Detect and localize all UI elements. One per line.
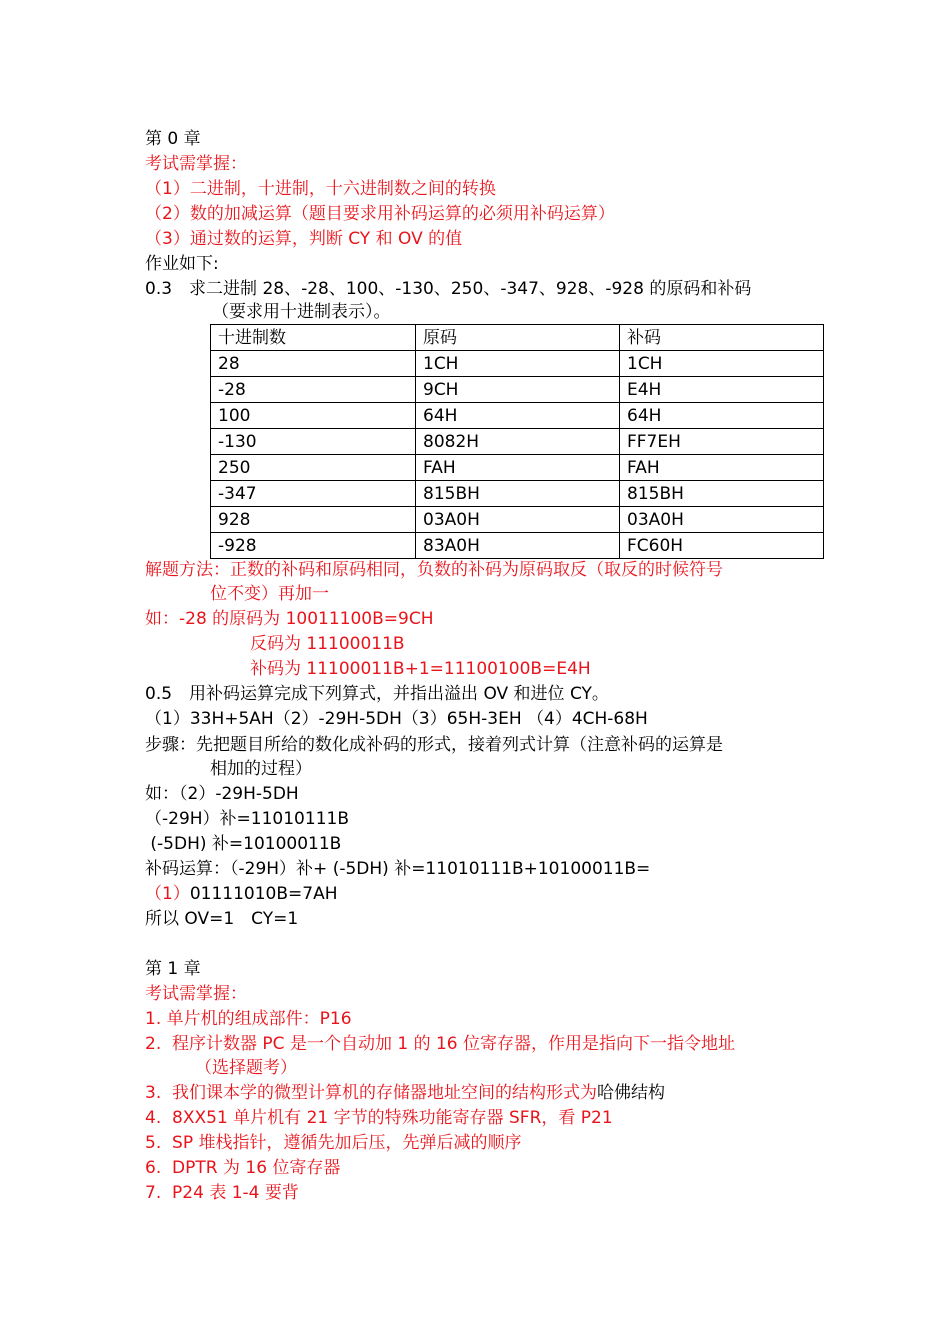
table-cell: 03A0H bbox=[620, 507, 824, 533]
table-cell: 28 bbox=[211, 351, 416, 377]
table-row bbox=[211, 455, 824, 481]
exam-heading: 考试需掌握： bbox=[145, 154, 247, 174]
table-cell: 1CH bbox=[416, 351, 620, 377]
method-text: 解题方法：正数的补码和原码相同，负数的补码为原码取反（取反的时候符号 bbox=[145, 560, 723, 580]
question-0-5: 0.5 用补码运算完成下列算式，并指出溢出 OV 和进位 CY。 bbox=[145, 684, 609, 704]
list-item: 1. 单片机的组成部件：P16 bbox=[145, 1009, 352, 1029]
table-row bbox=[211, 429, 824, 455]
calc-result-value: 01111010B=7AH bbox=[189, 884, 338, 904]
table-cell: 1CH bbox=[620, 351, 824, 377]
table-cell: FF7EH bbox=[620, 429, 824, 455]
table-cell: 8082H bbox=[416, 429, 620, 455]
list-item: 4. 8XX51 单片机有 21 字节的特殊功能寄存器 SFR，看 P21 bbox=[145, 1108, 613, 1128]
table-cell: 83A0H bbox=[416, 533, 620, 559]
table-cell: -347 bbox=[211, 481, 416, 507]
example-line: 补码为 11100011B+1=11100100B=E4H bbox=[250, 659, 591, 679]
table-row bbox=[211, 533, 824, 559]
method-text-cont: 位不变）再加一 bbox=[210, 584, 329, 604]
table-header: 原码 bbox=[416, 325, 620, 351]
calc-result bbox=[145, 883, 338, 905]
example-line: 反码为 11100011B bbox=[250, 634, 405, 654]
list-item-cont: （选择题考） bbox=[195, 1058, 297, 1078]
table-cell: 250 bbox=[211, 455, 416, 481]
list-item bbox=[145, 1082, 665, 1104]
exam-heading: 考试需掌握： bbox=[145, 984, 247, 1004]
exam-point: （1）二进制，十进制，十六进制数之间的转换 bbox=[145, 179, 496, 199]
table-header: 十进制数 bbox=[211, 325, 416, 351]
calc-line: 补码运算：（-29H）补+ (-5DH) 补=11010111B+10100011B= bbox=[145, 859, 651, 879]
chapter-1-title: 第 1 章 bbox=[145, 959, 201, 979]
table-cell: 815BH bbox=[416, 481, 620, 507]
question-0-5-items: （1）33H+5AH（2）-29H-5DH（3）65H-3EH （4）4CH-68H bbox=[145, 709, 648, 729]
table-row bbox=[211, 507, 824, 533]
table-header: 补码 bbox=[620, 325, 824, 351]
conclusion: 所以 OV=1 CY=1 bbox=[145, 909, 299, 929]
calc-line: （-29H）补=11010111B bbox=[145, 809, 349, 829]
chapter-0-title: 第 0 章 bbox=[145, 129, 201, 149]
table-row bbox=[211, 377, 824, 403]
table-cell: -28 bbox=[211, 377, 416, 403]
table-cell: 815BH bbox=[620, 481, 824, 507]
table-cell: 9CH bbox=[416, 377, 620, 403]
example-line: 如：-28 的原码为 10011100B=9CH bbox=[145, 609, 434, 629]
calc-line: 如：（2）-29H-5DH bbox=[145, 784, 299, 804]
table-header-row bbox=[211, 325, 824, 351]
table-cell: 928 bbox=[211, 507, 416, 533]
table-cell: 64H bbox=[620, 403, 824, 429]
list-item: 7. P24 表 1-4 要背 bbox=[145, 1183, 299, 1203]
table-cell: 100 bbox=[211, 403, 416, 429]
list-item-text: 3. 我们课本学的微型计算机的存储器地址空间的结构形式为 bbox=[145, 1083, 598, 1103]
table-cell: -928 bbox=[211, 533, 416, 559]
exam-point: （2）数的加减运算（题目要求用补码运算的必须用补码运算） bbox=[145, 204, 615, 224]
table-cell: 64H bbox=[416, 403, 620, 429]
list-item: 2. 程序计数器 PC 是一个自动加 1 的 16 位寄存器，作用是指向下一指令地址 bbox=[145, 1034, 736, 1054]
table-row bbox=[211, 403, 824, 429]
list-item: 6. DPTR 为 16 位寄存器 bbox=[145, 1158, 341, 1178]
exam-point: （3）通过数的运算，判断 CY 和 OV 的值 bbox=[145, 229, 463, 249]
table-cell: FAH bbox=[416, 455, 620, 481]
code-table bbox=[210, 324, 824, 559]
table-cell: 03A0H bbox=[416, 507, 620, 533]
calc-line: (-5DH) 补=10100011B bbox=[145, 834, 342, 854]
list-item: 5. SP 堆栈指针，遵循先加后压，先弹后减的顺序 bbox=[145, 1133, 522, 1153]
table-row bbox=[211, 481, 824, 507]
harvard-architecture: 哈佛结构 bbox=[597, 1083, 666, 1103]
steps-text: 步骤：先把题目所给的数化成补码的形式，接着列式计算（注意补码的运算是 bbox=[145, 735, 723, 755]
homework-label: 作业如下: bbox=[145, 254, 219, 274]
question-0-3: 0.3 求二进制 28、-28、100、-130、250、-347、928、-928 的原码和补码 bbox=[145, 279, 752, 299]
table-cell: FC60H bbox=[620, 533, 824, 559]
steps-text-cont: 相加的过程） bbox=[210, 759, 312, 779]
table-row bbox=[211, 351, 824, 377]
table-cell: E4H bbox=[620, 377, 824, 403]
question-0-3-cont: （要求用十进制表示）。 bbox=[212, 302, 391, 322]
table-cell: -130 bbox=[211, 429, 416, 455]
table-cell: FAH bbox=[620, 455, 824, 481]
carry-marker: （1） bbox=[145, 884, 190, 904]
